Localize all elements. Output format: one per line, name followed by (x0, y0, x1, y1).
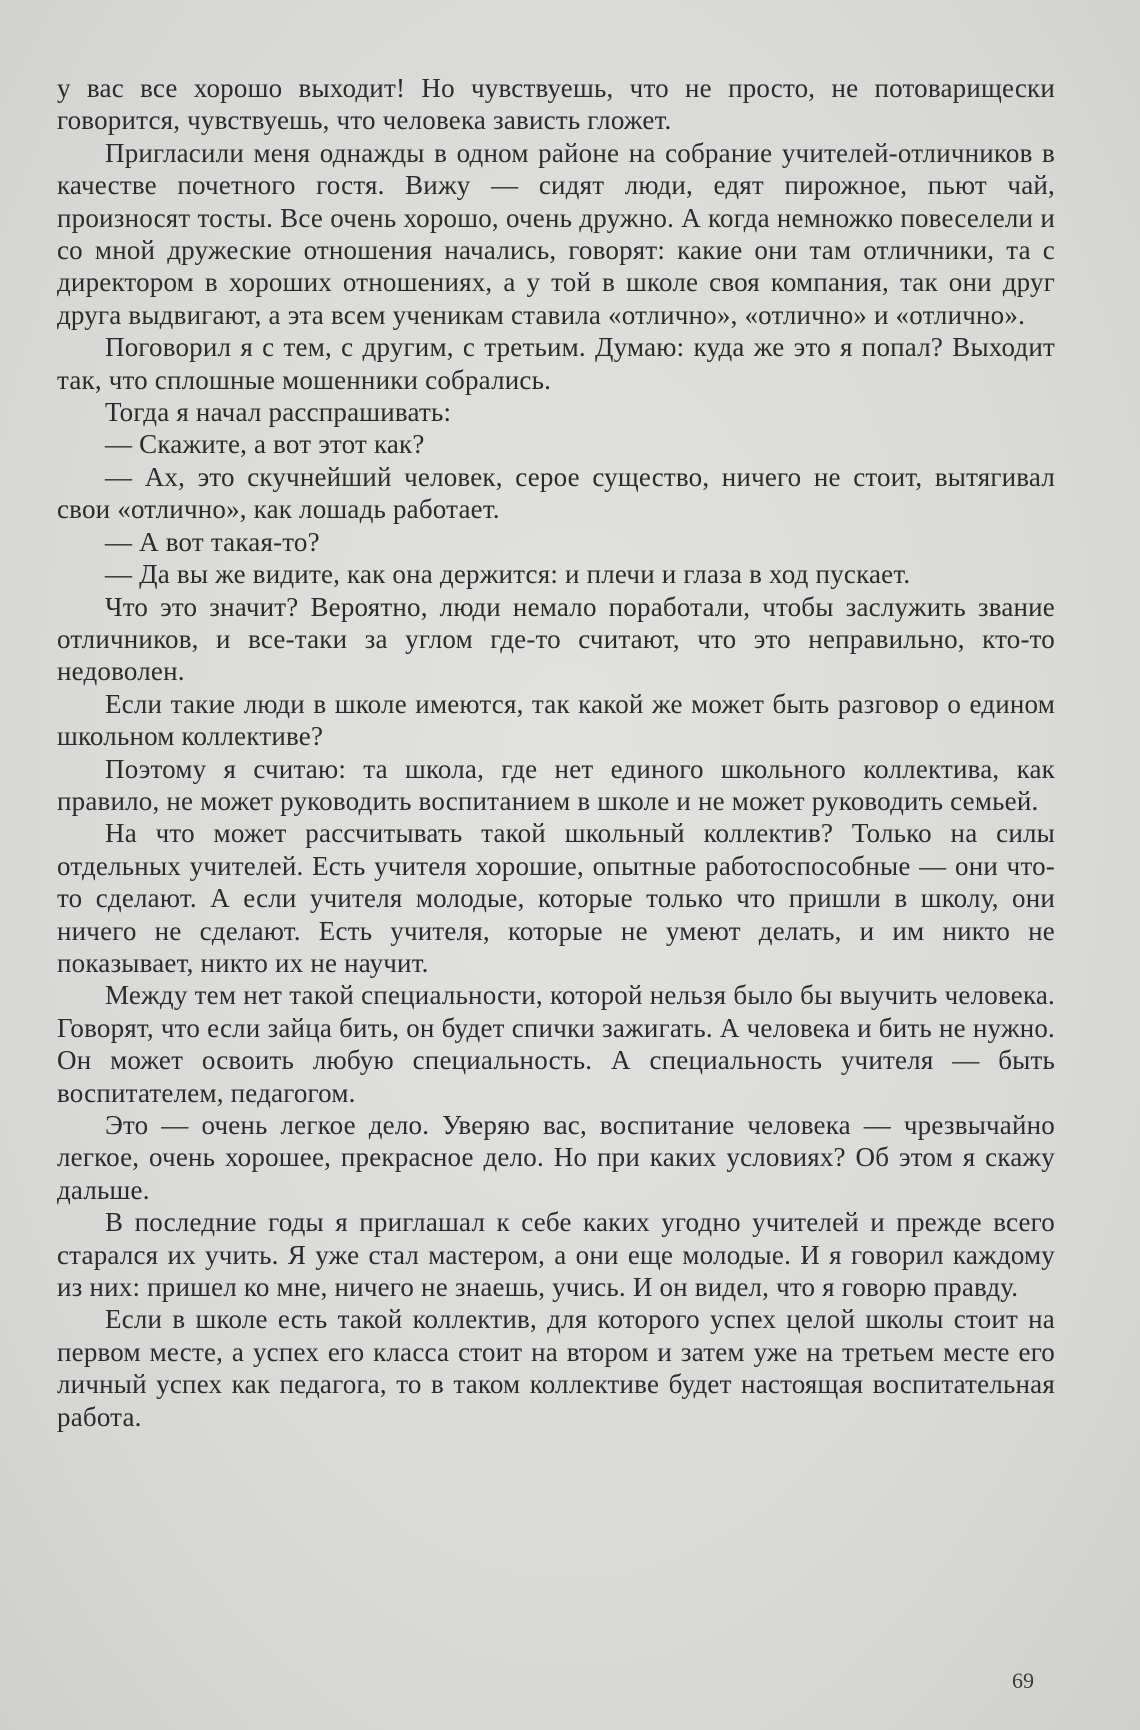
page-number: 69 (1012, 1668, 1034, 1693)
paragraph-15: В последние годы я приглашал к себе каких угодно учителей и прежде всего старался их учить. Я уже стал мастером, а они еще молодые. И я говорил каждому из них: пришел ко мне, ничего не знаешь, учись. И он видел, что я говорю правду. (57, 1207, 1055, 1303)
paragraph-11: Поэтому я считаю: та школа, где нет единого школьного коллектива, как правило, не может руководить воспитанием в школе и не может руководить семьей. (57, 753, 1055, 816)
dialogue-line-2: — Ах, это скучнейший человек, серое существо, ничего не стоит, вытягивал свои «отлично», как лошадь работает. (57, 461, 1055, 525)
dialogue-line-4: — Да вы же видите, как она держится: и плечи и глаза в ход пускает. (105, 559, 911, 590)
paragraph-4: Тогда я начал расспрашивать: (105, 397, 452, 428)
paragraph-12: На что может рассчитывать такой школьный коллектив? Только на силы отдельных учителей. Есть учителя хорошие, опытные работоспособные — они что-то сделают. А если учителя молодые, которые только что пришли в школу, они ничего не сделают. Есть учителя, которые не умеют делать, и им никто не показывает, никто их не научит. (57, 818, 1055, 978)
paragraph-2: Пригласили меня однажды в одном районе на собрание учителей-отличников в качестве почетного гостя. Вижу — сидят люди, едят пирожное, пьют чай, произносят тосты. Все очень хорошо, очень дружно. А когда немножко повеселели и со мной дружеские отношения начались, говорят: какие они там отличники, та с директором в хороших отношениях, а у той в школе своя компания, так они друг друга выдвигают, а эта всем ученикам ставила «отлично», «отлично» и «отлично». (57, 137, 1055, 330)
dialogue-line-1: — Скажите, а вот этот как? (105, 429, 425, 460)
dialogue-line-3: — А вот такая-то? (105, 526, 320, 557)
paragraph-3: Поговорил я с тем, с другим, с третьим. Думаю: куда же это я попал? Выходит так, что сплошные мошенники собрались. (57, 332, 1055, 395)
paragraph-13: Между тем нет такой специальности, которой нельзя было бы выучить человека. Говорят, что если зайца бить, он будет спички зажигать. А человека и бить не нужно. Он может освоить любую специальность. А специальность учителя — быть воспитателем, педагогом. (57, 980, 1055, 1108)
paragraph-1: у вас все хорошо выходит! Но чувствуешь, что не просто, не потоварищески говорится, чувствуешь, что человека зависть гложет. (57, 73, 1055, 136)
body-text (57, 72, 1055, 1433)
paragraph-16: Если в школе есть такой коллектив, для которого успех целой школы стоит на первом месте, а успех его класса стоит на втором и затем уже на третьем месте его личный успех как педагога, то в таком коллективе будет настоящая воспитательная работа. (57, 1304, 1055, 1432)
paragraph-9: Что это значит? Вероятно, люди немало поработали, чтобы заслужить звание отличников, и все-таки за углом где-то считают, что это неправильно, кто-то недоволен. (57, 591, 1055, 687)
paragraph-14: Это — очень легкое дело. Уверяю вас, воспитание человека — чрезвычайно легкое, очень хорошее, прекрасное дело. Но при каких условиях? Об этом я скажу дальше. (57, 1110, 1055, 1205)
paragraph-10: Если такие люди в школе имеются, так какой же может быть разговор о едином школьном коллективе? (57, 688, 1055, 752)
